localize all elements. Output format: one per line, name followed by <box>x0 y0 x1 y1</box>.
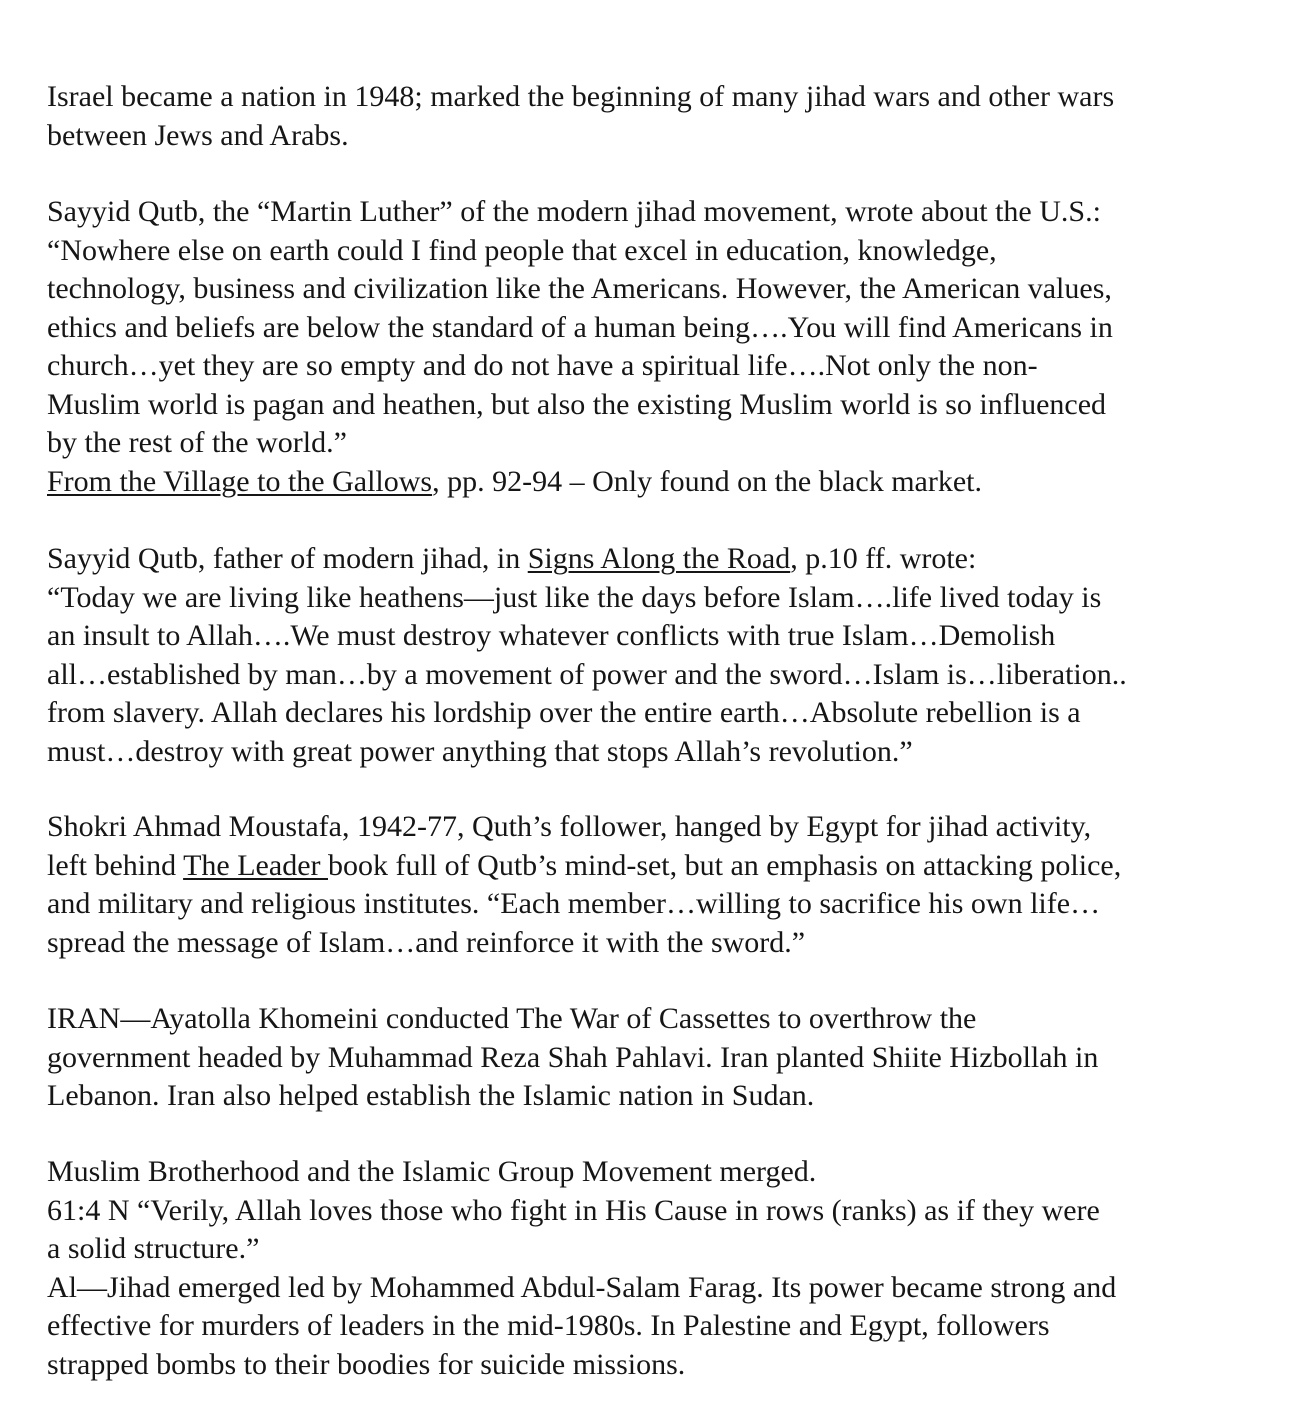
text-line: from slavery. Allah declares his lordship over the entire earth…Absolute rebellion is a <box>47 696 1081 729</box>
paragraph-muslim-brotherhood <box>47 1153 1297 1384</box>
paragraph-iran <box>47 1000 1297 1116</box>
text-line: must…destroy with great power anything that stops Allah’s revolution.” <box>47 734 913 768</box>
text-line: 61:4 N “Verily, Allah loves those who fight in His Cause in rows (ranks) as if they were <box>47 1193 1100 1227</box>
text-line: “Today we are living like heathens—just like the days before Islam….life lived today is <box>47 580 1102 614</box>
text-line: Sayyid Qutb, the “Martin Luther” of the modern jihad movement, wrote about the U.S.: <box>47 195 1101 228</box>
text-line: strapped bombs to their boodies for suicide missions. <box>47 1347 686 1381</box>
text-line <box>47 847 1297 886</box>
text-line: ethics and beliefs are below the standard of a human being….You will find Americans in <box>47 310 1113 344</box>
text-segment: Sayyid Qutb, father of modern jihad, in <box>47 542 528 575</box>
text-line: “Nowhere else on earth could I find people that excel in education, knowledge, <box>47 233 997 267</box>
paragraph-shokri-moustafa <box>47 808 1297 962</box>
text-line: Muslim Brotherhood and the Islamic Group Movement merged. <box>47 1155 817 1188</box>
text-line: all…established by man…by a movement of power and the sword…Islam is…liberation.. <box>47 657 1127 691</box>
paragraph-qutb-signs-along-road <box>47 540 1297 771</box>
paragraph-qutb-quote-us <box>47 193 1297 501</box>
text-line: Israel became a nation in 1948; marked the beginning of many jihad wars and other wars <box>47 80 1115 113</box>
text-segment: left behind <box>47 848 184 882</box>
book-title-village-to-gallows: From the Village to the Gallows <box>47 464 433 498</box>
text-line: Al—Jihad emerged led by Mohammed Abdul-Salam Farag. Its power became strong and <box>47 1270 1117 1304</box>
citation-line <box>47 463 1297 502</box>
text-segment: book full of Qutb’s mind-set, but an emphasis on attacking police, <box>328 848 1122 882</box>
book-title-the-leader: The Leader <box>183 848 328 882</box>
text-line: Shokri Ahmad Moustafa, 1942-77, Quth’s follower, hanged by Egypt for jihad activity, <box>47 810 1092 843</box>
text-line: and military and religious institutes. “Each member…willing to sacrifice his own life… <box>47 887 1101 920</box>
text-line: Muslim world is pagan and heathen, but also the existing Muslim world is so influenced <box>47 387 1107 421</box>
text-line: Lebanon. Iran also helped establish the Islamic nation in Sudan. <box>47 1079 815 1112</box>
text-line <box>47 540 1297 579</box>
text-segment: , p.10 ff. wrote: <box>790 542 977 575</box>
text-line: by the rest of the world.” <box>47 426 347 459</box>
text-line: spread the message of Islam…and reinforce it with the sword.” <box>47 925 806 959</box>
text-line: IRAN—Ayatolla Khomeini conducted The War of Cassettes to overthrow the <box>47 1002 977 1035</box>
text-line: technology, business and civilization like the Americans. However, the American values, <box>47 272 1112 305</box>
text-line: between Jews and Arabs. <box>47 118 349 152</box>
text-line: an insult to Allah….We must destroy whatever conflicts with true Islam…Demolish <box>47 619 1056 652</box>
text-line: church…yet they are so empty and do not have a spiritual life….Not only the non- <box>47 349 1038 382</box>
text-line: government headed by Muhammad Reza Shah Pahlavi. Iran planted Shiite Hizbollah in <box>47 1040 1099 1074</box>
text-line: a solid structure.” <box>47 1232 260 1265</box>
paragraph-israel-1948 <box>47 78 1297 155</box>
citation-details: , pp. 92-94 – Only found on the black market. <box>432 464 982 498</box>
text-line: effective for murders of leaders in the mid-1980s. In Palestine and Egypt, followers <box>47 1309 1050 1342</box>
book-title-signs-along-road: Signs Along the Road <box>527 542 791 575</box>
